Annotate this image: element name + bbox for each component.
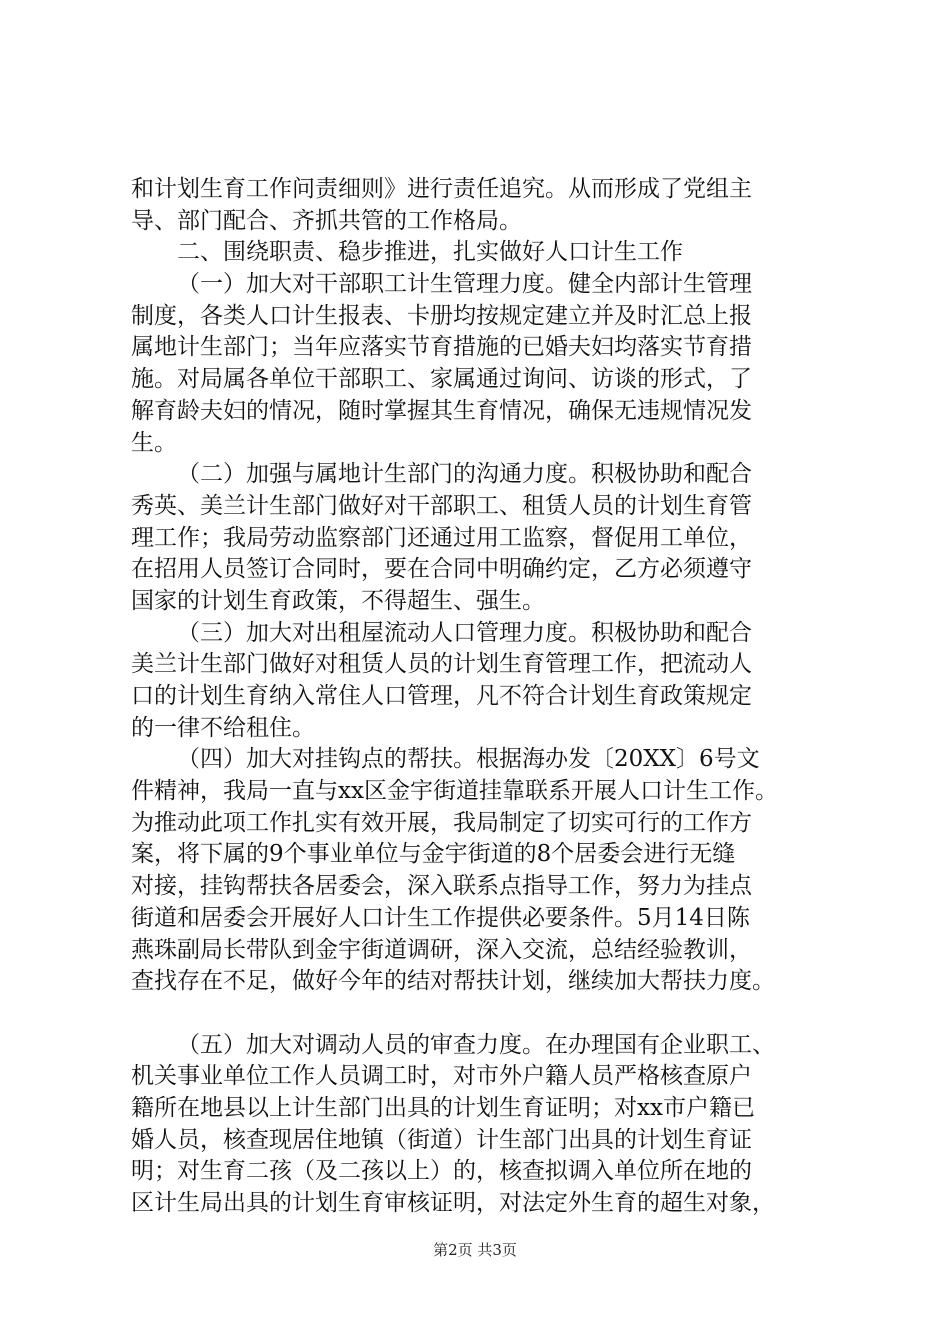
text-line: 籍所在地县以上计生部门出具的计划生育证明；对xx市户籍已 [131, 1094, 755, 1121]
text-line: 施。对局属各单位干部职工、家属通过询问、访谈的形式，了 [131, 366, 752, 393]
text-line: 查找存在不足，做好今年的结对帮扶计划，继续加大帮扶力度。 [131, 968, 775, 995]
text-line: （一）加大对干部职工计生管理力度。健全内部计生管理 [177, 271, 752, 298]
text-line: 导、部门配合、齐抓共管的工作格局。 [131, 207, 522, 234]
text-line: 机关事业单位工作人员调工时，对市外户籍人员严格核查原户 [131, 1063, 752, 1090]
text-line: 和计划生育工作问责细则》进行责任追究。从而形成了党组主 [131, 176, 752, 202]
text-line: 二、围绕职责、稳步推进，扎实做好人口计生工作 [177, 239, 683, 266]
text-line: （二）加强与属地计生部门的沟通力度。积极协助和配合 [177, 461, 752, 488]
text-line: （四）加大对挂钩点的帮扶。根据海办发〔20XX〕6号文 [177, 746, 760, 773]
text-line: （三）加大对出租屋流动人口管理力度。积极协助和配合 [177, 619, 752, 646]
text-line: 美兰计生部门做好对租赁人员的计划生育管理工作，把流动人 [131, 651, 752, 678]
text-line: （五）加大对调动人员的审查力度。在办理国有企业职工、 [177, 1031, 775, 1058]
text-line: 案，将下属的9个事业单位与金宇街道的8个居委会进行无缝 [131, 841, 736, 868]
text-line: 婚人员，核查现居住地镇（街道）计生部门出具的计划生育证 [131, 1126, 752, 1153]
text-line: 的一律不给租住。 [131, 714, 315, 741]
text-line: 国家的计划生育政策，不得超生、强生。 [131, 587, 545, 614]
page-footer: 第2页 共3页 [433, 1241, 517, 1259]
text-line: 在招用人员签订合同时，要在合同中明确约定，乙方必须遵守 [131, 556, 752, 583]
text-line: 秀英、美兰计生部门做好对干部职工、租赁人员的计划生育管 [131, 492, 752, 519]
text-line: 街道和居委会开展好人口计生工作提供必要条件。5月14日陈 [131, 904, 750, 931]
text-line: 口的计划生育纳入常住人口管理，凡不符合计划生育政策规定 [131, 683, 752, 709]
document-body [131, 174, 831, 1220]
text-line: 制度，各类人口计生报表、卡册均按规定建立并及时汇总上报 [131, 302, 752, 329]
text-line: 属地计生部门；当年应落实节育措施的已婚夫妇均落实节育措 [131, 334, 752, 361]
text-line: 为推动此项工作扎实有效开展，我局制定了切实可行的工作方 [131, 809, 752, 836]
text-line: 对接，挂钩帮扶各居委会，深入联系点指导工作，努力为挂点 [131, 873, 752, 900]
text-line: 区计生局出具的计划生育审核证明，对法定外生育的超生对象， [131, 1190, 775, 1216]
text-line: 解育龄夫妇的情况，随时掌握其生育情况，确保无违规情况发 [131, 397, 752, 424]
text-line: 理工作；我局劳动监察部门还通过用工监察，督促用工单位， [131, 524, 752, 551]
text-line: 燕珠副局长带队到金宇街道调研，深入交流，总结经验教训， [131, 936, 752, 963]
text-line: 生。 [131, 429, 177, 456]
text-line: 件精神，我局一直与xx区金宇街道挂靠联系开展人口计生工作。 [131, 778, 778, 805]
text-line: 明；对生育二孩（及二孩以上）的，核查拟调入单位所在地的 [131, 1158, 752, 1185]
